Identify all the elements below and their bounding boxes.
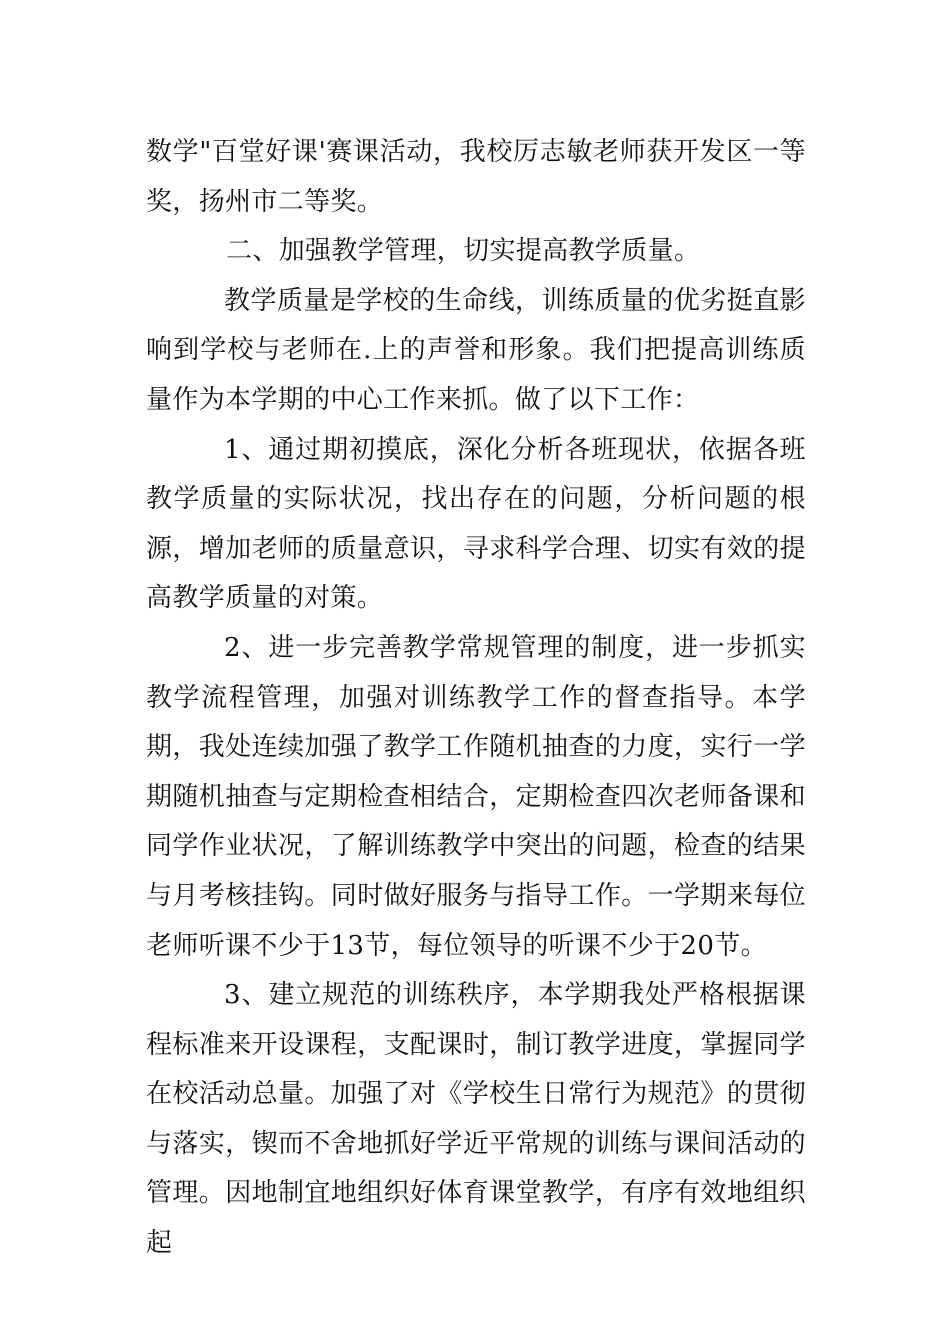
- paragraph-intro: 教学质量是学校的生命线，训练质量的优劣挺直影响到学校与老师在.上的声誉和形象。我们把提高训练质量作为本学期的中心工作来抓。做了以下工作：: [146, 285, 806, 415]
- paragraph-item-1: 1、通过期初摸底，深化分析各班现状，依据各班教学质量的实际状况，找出存在的问题，分析问题的根源，增加老师的质量意识，寻求科学合理、切实有效的提高教学质量的对策。: [146, 434, 806, 614]
- paragraph-continuation: 数学"百堂好课'赛课活动，我校厉志敏老师获开发区一等奖，扬州市二等奖。: [146, 137, 806, 217]
- document-body: [146, 128, 806, 1269]
- paragraph-item-2: 2、进一步完善教学常规管理的制度，进一步抓实教学流程管理，加强对训练教学工作的督查指导。本学期，我处连续加强了教学工作随机抽查的力度，实行一学期随机抽查与定期检查相结合，定期检查四次老师备课和同学作业状况，了解训练教学中突出的问题，检查的结果与月考核挂钩。同时做好服务与指导工作。一学期来每位老师听课不少于13节，每位领导的听课不少于20节。: [146, 632, 806, 961]
- paragraph-item-3: 3、建立规范的训练秩序，本学期我处严格根据课程标准来开设课程，支配课时，制订教学进度，掌握同学在校活动总量。加强了对《学校生日常行为规范》的贯彻与落实，锲而不舍地抓好学近平常规的训练与课间活动的管理。因地制宜地组织好体育课堂教学，有序有效地组织起: [146, 980, 806, 1259]
- section-heading: 二、加强教学管理，切实提高教学质量。: [226, 236, 701, 267]
